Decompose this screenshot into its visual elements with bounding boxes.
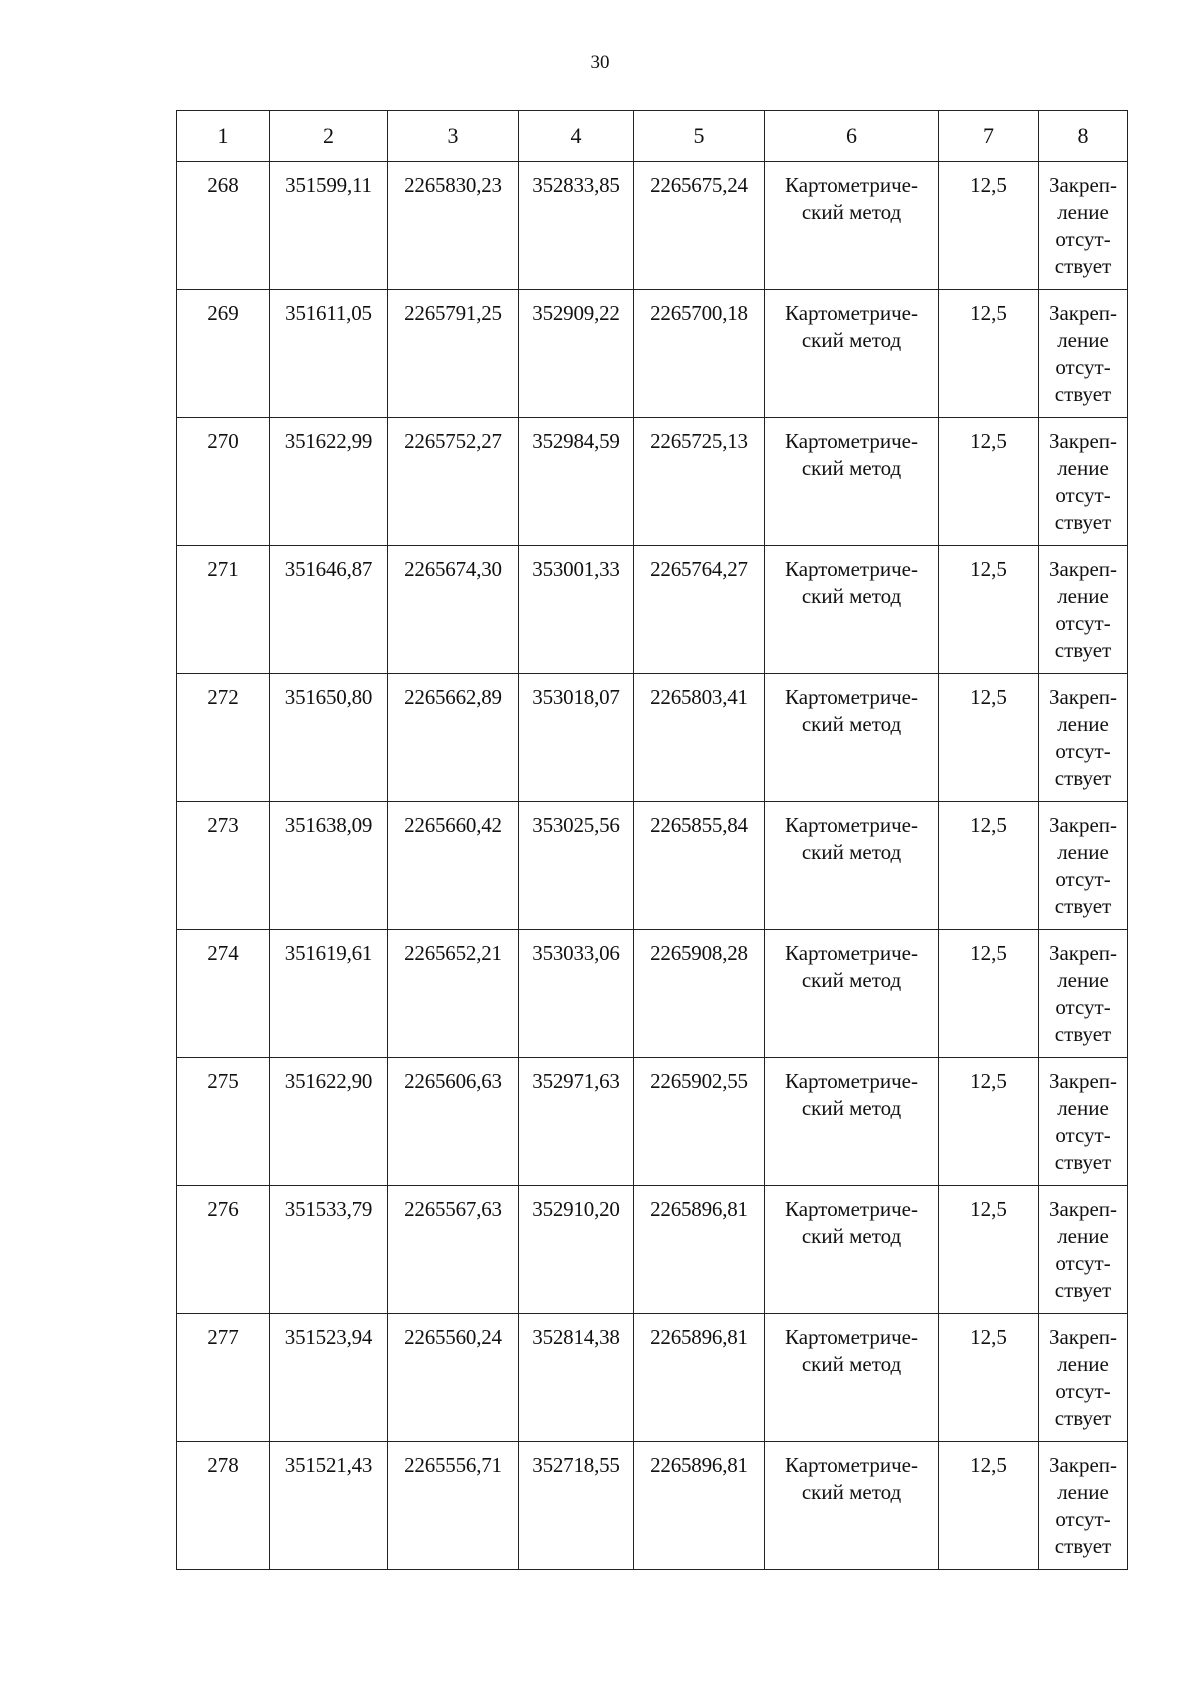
fixation-cell: [1039, 930, 1128, 1058]
fixation-line-3: отсут-: [1055, 867, 1111, 891]
method-line-2: ский метод: [801, 1096, 902, 1120]
method-line-2: ский метод: [801, 1224, 902, 1248]
fixation-line-3: отсут-: [1055, 355, 1111, 379]
fixation-line-1: Закреп-: [1048, 1453, 1118, 1477]
y2-coordinate-cell: 2265675,24: [634, 162, 765, 290]
x1-coordinate-cell: 351622,90: [270, 1058, 388, 1186]
fixation-cell: [1039, 418, 1128, 546]
method-line-1: Картометриче-: [785, 813, 918, 837]
accuracy-cell: 12,5: [939, 674, 1039, 802]
fixation-line-4: ствует: [1054, 510, 1112, 534]
method-line-2: ский метод: [801, 456, 902, 480]
fixation-line-3: отсут-: [1055, 227, 1111, 251]
y1-coordinate-cell: 2265752,27: [388, 418, 519, 546]
fixation-cell: [1039, 1186, 1128, 1314]
fixation-line-2: ление: [1057, 840, 1109, 864]
y1-coordinate-cell: 2265674,30: [388, 546, 519, 674]
y2-coordinate-cell: 2265896,81: [634, 1186, 765, 1314]
method-line-1: Картометриче-: [785, 1197, 918, 1221]
fixation-line-1: Закреп-: [1048, 1197, 1118, 1221]
fixation-line-1: Закреп-: [1048, 685, 1118, 709]
method-line-1: Картометриче-: [785, 301, 918, 325]
table-body: [177, 162, 1128, 1570]
method-line-2: ский метод: [801, 1480, 902, 1504]
fixation-cell: [1039, 674, 1128, 802]
y1-coordinate-cell: 2265662,89: [388, 674, 519, 802]
fixation-line-4: ствует: [1054, 1534, 1112, 1558]
fixation-line-2: ление: [1057, 584, 1109, 608]
table-row: [177, 546, 1128, 674]
method-cell: [765, 930, 939, 1058]
fixation-line-3: отсут-: [1055, 1251, 1111, 1275]
x1-coordinate-cell: 351646,87: [270, 546, 388, 674]
point-number-cell: 271: [177, 546, 270, 674]
table-row: [177, 1442, 1128, 1570]
table-row: [177, 674, 1128, 802]
method-line-1: Картометриче-: [785, 1325, 918, 1349]
page-number: 30: [590, 52, 610, 73]
fixation-line-1: Закреп-: [1048, 429, 1118, 453]
method-line-2: ский метод: [801, 1352, 902, 1376]
point-number-cell: 273: [177, 802, 270, 930]
fixation-line-3: отсут-: [1055, 1379, 1111, 1403]
method-line-1: Картометриче-: [785, 1069, 918, 1093]
method-cell: [765, 418, 939, 546]
fixation-cell: [1039, 290, 1128, 418]
accuracy-cell: 12,5: [939, 1058, 1039, 1186]
method-cell: [765, 1442, 939, 1570]
method-cell: [765, 1058, 939, 1186]
x1-coordinate-cell: 351523,94: [270, 1314, 388, 1442]
method-line-1: Картометриче-: [785, 557, 918, 581]
fixation-line-4: ствует: [1054, 1150, 1112, 1174]
fixation-line-3: отсут-: [1055, 483, 1111, 507]
method-line-1: Картометриче-: [785, 429, 918, 453]
method-cell: [765, 290, 939, 418]
x2-coordinate-cell: 352984,59: [519, 418, 634, 546]
accuracy-cell: 12,5: [939, 1442, 1039, 1570]
fixation-line-2: ление: [1057, 1480, 1109, 1504]
fixation-line-3: отсут-: [1055, 739, 1111, 763]
table-row: [177, 1186, 1128, 1314]
accuracy-cell: 12,5: [939, 1186, 1039, 1314]
fixation-line-1: Закреп-: [1048, 813, 1118, 837]
fixation-line-2: ление: [1057, 456, 1109, 480]
method-line-1: Картометриче-: [785, 1453, 918, 1477]
fixation-line-4: ствует: [1054, 1406, 1112, 1430]
y2-coordinate-cell: 2265700,18: [634, 290, 765, 418]
fixation-cell: [1039, 1314, 1128, 1442]
method-line-1: Картометриче-: [785, 173, 918, 197]
point-number-cell: 269: [177, 290, 270, 418]
fixation-line-4: ствует: [1054, 638, 1112, 662]
y1-coordinate-cell: 2265560,24: [388, 1314, 519, 1442]
column-header-4: 4: [519, 111, 634, 162]
method-line-1: Картометриче-: [785, 941, 918, 965]
x1-coordinate-cell: 351619,61: [270, 930, 388, 1058]
fixation-line-1: Закреп-: [1048, 173, 1118, 197]
table-row: [177, 290, 1128, 418]
accuracy-cell: 12,5: [939, 546, 1039, 674]
fixation-line-1: Закреп-: [1048, 301, 1118, 325]
column-header-8: 8: [1039, 111, 1128, 162]
point-number-cell: 274: [177, 930, 270, 1058]
method-line-2: ский метод: [801, 840, 902, 864]
fixation-line-2: ление: [1057, 1352, 1109, 1376]
x1-coordinate-cell: 351599,11: [270, 162, 388, 290]
column-header-6: 6: [765, 111, 939, 162]
coordinates-table: [176, 110, 1128, 1570]
y1-coordinate-cell: 2265567,63: [388, 1186, 519, 1314]
fixation-line-4: ствует: [1054, 1278, 1112, 1302]
method-cell: [765, 1186, 939, 1314]
fixation-line-1: Закреп-: [1048, 1325, 1118, 1349]
x1-coordinate-cell: 351638,09: [270, 802, 388, 930]
x2-coordinate-cell: 353018,07: [519, 674, 634, 802]
fixation-line-2: ление: [1057, 200, 1109, 224]
method-line-2: ский метод: [801, 200, 902, 224]
x1-coordinate-cell: 351611,05: [270, 290, 388, 418]
x2-coordinate-cell: 352833,85: [519, 162, 634, 290]
method-cell: [765, 802, 939, 930]
y1-coordinate-cell: 2265830,23: [388, 162, 519, 290]
x1-coordinate-cell: 351533,79: [270, 1186, 388, 1314]
x2-coordinate-cell: 353033,06: [519, 930, 634, 1058]
accuracy-cell: 12,5: [939, 162, 1039, 290]
y1-coordinate-cell: 2265556,71: [388, 1442, 519, 1570]
fixation-line-4: ствует: [1054, 1022, 1112, 1046]
point-number-cell: 268: [177, 162, 270, 290]
fixation-line-3: отсут-: [1055, 1123, 1111, 1147]
x2-coordinate-cell: 352971,63: [519, 1058, 634, 1186]
method-cell: [765, 546, 939, 674]
accuracy-cell: 12,5: [939, 418, 1039, 546]
y2-coordinate-cell: 2265902,55: [634, 1058, 765, 1186]
column-header-7: 7: [939, 111, 1039, 162]
accuracy-cell: 12,5: [939, 802, 1039, 930]
fixation-line-1: Закреп-: [1048, 1069, 1118, 1093]
fixation-cell: [1039, 802, 1128, 930]
fixation-line-4: ствует: [1054, 766, 1112, 790]
fixation-line-4: ствует: [1054, 382, 1112, 406]
accuracy-cell: 12,5: [939, 1314, 1039, 1442]
method-cell: [765, 162, 939, 290]
fixation-line-2: ление: [1057, 1096, 1109, 1120]
y1-coordinate-cell: 2265652,21: [388, 930, 519, 1058]
table-row: [177, 418, 1128, 546]
fixation-cell: [1039, 1442, 1128, 1570]
method-cell: [765, 674, 939, 802]
table-header-row: [177, 111, 1128, 162]
y1-coordinate-cell: 2265791,25: [388, 290, 519, 418]
fixation-cell: [1039, 546, 1128, 674]
table-row: [177, 162, 1128, 290]
fixation-line-4: ствует: [1054, 894, 1112, 918]
y1-coordinate-cell: 2265660,42: [388, 802, 519, 930]
x2-coordinate-cell: 352814,38: [519, 1314, 634, 1442]
method-line-2: ский метод: [801, 712, 902, 736]
x1-coordinate-cell: 351622,99: [270, 418, 388, 546]
y2-coordinate-cell: 2265855,84: [634, 802, 765, 930]
fixation-line-1: Закреп-: [1048, 557, 1118, 581]
fixation-line-3: отсут-: [1055, 995, 1111, 1019]
fixation-cell: [1039, 162, 1128, 290]
fixation-line-2: ление: [1057, 968, 1109, 992]
fixation-line-2: ление: [1057, 328, 1109, 352]
y2-coordinate-cell: 2265896,81: [634, 1442, 765, 1570]
x2-coordinate-cell: 353001,33: [519, 546, 634, 674]
point-number-cell: 276: [177, 1186, 270, 1314]
point-number-cell: 272: [177, 674, 270, 802]
table-row: [177, 930, 1128, 1058]
x1-coordinate-cell: 351521,43: [270, 1442, 388, 1570]
method-line-1: Картометриче-: [785, 685, 918, 709]
point-number-cell: 277: [177, 1314, 270, 1442]
accuracy-cell: 12,5: [939, 290, 1039, 418]
point-number-cell: 270: [177, 418, 270, 546]
fixation-line-1: Закреп-: [1048, 941, 1118, 965]
fixation-line-2: ление: [1057, 1224, 1109, 1248]
point-number-cell: 275: [177, 1058, 270, 1186]
table-row: [177, 1314, 1128, 1442]
accuracy-cell: 12,5: [939, 930, 1039, 1058]
point-number-cell: 278: [177, 1442, 270, 1570]
y1-coordinate-cell: 2265606,63: [388, 1058, 519, 1186]
fixation-line-2: ление: [1057, 712, 1109, 736]
fixation-line-3: отсут-: [1055, 1507, 1111, 1531]
y2-coordinate-cell: 2265725,13: [634, 418, 765, 546]
fixation-line-3: отсут-: [1055, 611, 1111, 635]
column-header-5: 5: [634, 111, 765, 162]
fixation-cell: [1039, 1058, 1128, 1186]
x2-coordinate-cell: 352910,20: [519, 1186, 634, 1314]
fixation-line-4: ствует: [1054, 254, 1112, 278]
y2-coordinate-cell: 2265896,81: [634, 1314, 765, 1442]
y2-coordinate-cell: 2265908,28: [634, 930, 765, 1058]
column-header-1: 1: [177, 111, 270, 162]
column-header-3: 3: [388, 111, 519, 162]
table-row: [177, 802, 1128, 930]
y2-coordinate-cell: 2265764,27: [634, 546, 765, 674]
x2-coordinate-cell: 352718,55: [519, 1442, 634, 1570]
y2-coordinate-cell: 2265803,41: [634, 674, 765, 802]
table-row: [177, 1058, 1128, 1186]
method-line-2: ский метод: [801, 328, 902, 352]
x2-coordinate-cell: 352909,22: [519, 290, 634, 418]
method-line-2: ский метод: [801, 968, 902, 992]
x2-coordinate-cell: 353025,56: [519, 802, 634, 930]
method-cell: [765, 1314, 939, 1442]
method-line-2: ский метод: [801, 584, 902, 608]
x1-coordinate-cell: 351650,80: [270, 674, 388, 802]
column-header-2: 2: [270, 111, 388, 162]
